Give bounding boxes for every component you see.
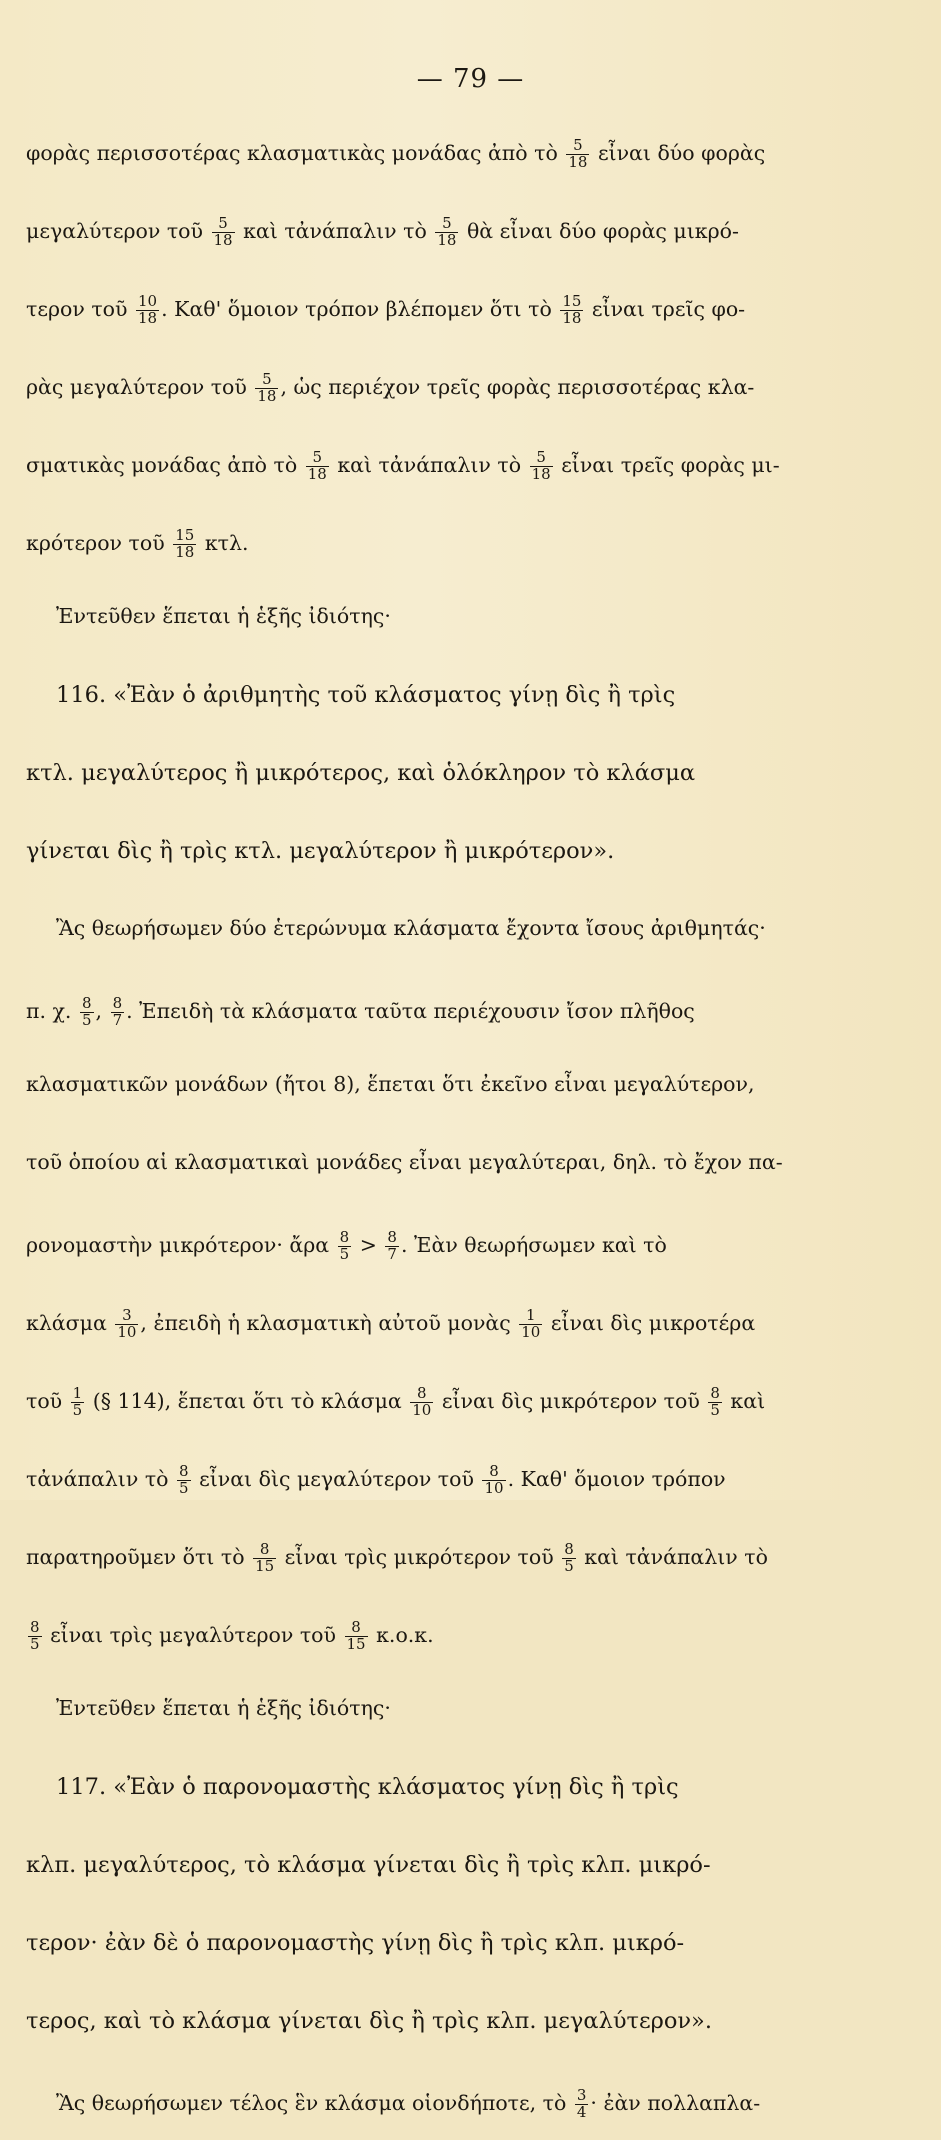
text-line bbox=[26, 970, 826, 1048]
fraction bbox=[435, 216, 458, 249]
text-line bbox=[26, 112, 826, 190]
fraction-numerator: 8 bbox=[179, 1462, 189, 1480]
text-line bbox=[26, 502, 826, 580]
fraction-denominator: 10 bbox=[117, 1322, 137, 1341]
fraction-denominator: 18 bbox=[257, 386, 277, 405]
fraction-denominator: 15 bbox=[255, 1556, 275, 1575]
text-run: κλπ. μεγαλύτερος, τὸ κλάσμα γίνεται δὶς ἢ τρὶς κλπ. μικρό- bbox=[26, 1852, 711, 1878]
text-line bbox=[26, 1048, 826, 1126]
text-line bbox=[26, 1906, 826, 1984]
text-run: τοῦ ὁποίου αἱ κλασματικαὶ μονάδες εἶναι μεγαλύτεραι, δηλ. τὸ ἔχον πα- bbox=[26, 1150, 783, 1174]
text-run: Ἂς θεωρήσωμεν τέλος ἓν κλάσμα οἱονδήποτε, τὸ bbox=[56, 2090, 573, 2115]
text-run: τερος, καὶ τὸ κλάσμα γίνεται δὶς ἢ τρὶς κλπ. μεγαλύτερον». bbox=[26, 2008, 712, 2034]
fraction bbox=[255, 372, 278, 405]
text-run: , ἐπειδὴ ἡ κλασματικὴ αὐτοῦ μονὰς bbox=[140, 1310, 518, 1335]
text-line bbox=[26, 658, 826, 736]
fraction bbox=[136, 294, 159, 327]
fraction-denominator: 5 bbox=[30, 1634, 40, 1653]
text-run: (§ 114), ἕπεται ὅτι τὸ κλάσμα bbox=[86, 1388, 409, 1413]
fraction-denominator: 18 bbox=[531, 464, 551, 483]
fraction bbox=[530, 450, 553, 483]
fraction bbox=[562, 1542, 576, 1575]
text-run: Ἐντεῦθεν ἕπεται ἡ ἑξῆς ἰδιότης· bbox=[56, 1696, 391, 1720]
text-run: εἶναι τρὶς μεγαλύτερον τοῦ bbox=[43, 1622, 343, 1647]
fraction-denominator: 4 bbox=[576, 2102, 587, 2121]
text-line bbox=[26, 1438, 826, 1516]
text-run: π. χ. bbox=[26, 998, 78, 1023]
text-line bbox=[26, 1282, 826, 1360]
fraction-denominator: 5 bbox=[339, 1244, 350, 1263]
text-run: τερον τοῦ bbox=[26, 296, 134, 321]
fraction-denominator: 10 bbox=[484, 1478, 504, 1497]
text-line bbox=[26, 1126, 826, 1204]
fraction bbox=[111, 996, 125, 1029]
text-line bbox=[26, 1984, 826, 2062]
fraction bbox=[482, 1464, 505, 1497]
body-text bbox=[26, 112, 826, 2140]
fraction bbox=[385, 1230, 399, 1263]
text-line bbox=[26, 736, 826, 814]
fraction-denominator: 10 bbox=[521, 1322, 541, 1341]
text-run: > bbox=[353, 1232, 384, 1257]
text-run: κτλ. bbox=[198, 530, 249, 555]
page-number: — 79 — bbox=[416, 64, 525, 94]
text-line bbox=[26, 1594, 826, 1672]
fraction-denominator: 18 bbox=[138, 308, 158, 327]
fraction-denominator: 5 bbox=[81, 1010, 92, 1029]
fraction-numerator: 10 bbox=[138, 292, 158, 310]
fraction-numerator: 1 bbox=[526, 1306, 536, 1324]
text-run: εἶναι τρὶς μικρότερον τοῦ bbox=[278, 1544, 561, 1569]
fraction-numerator: 3 bbox=[576, 2086, 587, 2104]
fraction-numerator: 5 bbox=[442, 214, 452, 232]
text-run: φορὰς περισσοτέρας κλασματικὰς μονάδας ἀπὸ τὸ bbox=[26, 140, 565, 165]
text-run: καὶ bbox=[723, 1388, 766, 1413]
text-run: θὰ εἶναι δύο φορὰς μικρό- bbox=[460, 218, 739, 243]
text-run: κλάσμα bbox=[26, 1310, 114, 1335]
fraction-numerator: 8 bbox=[417, 1384, 427, 1402]
text-run: εἶναι δὶς μικροτέρα bbox=[544, 1310, 756, 1335]
fraction-denominator: 18 bbox=[437, 230, 457, 249]
text-run: ρονομαστὴν μικρότερον· ἄρα bbox=[26, 1232, 336, 1257]
fraction-denominator: 18 bbox=[175, 542, 195, 561]
fraction-numerator: 3 bbox=[122, 1306, 132, 1324]
fraction bbox=[253, 1542, 276, 1575]
fraction bbox=[560, 294, 583, 327]
text-line bbox=[26, 1204, 826, 1282]
text-run: εἶναι δὶς μεγαλύτερον τοῦ bbox=[192, 1466, 481, 1491]
fraction-numerator: 8 bbox=[564, 1540, 574, 1558]
text-run: · ἐὰν πολλαπλα- bbox=[590, 2090, 761, 2115]
fraction bbox=[173, 528, 196, 561]
fraction bbox=[71, 1386, 85, 1419]
fraction-denominator: 18 bbox=[562, 308, 582, 327]
fraction bbox=[306, 450, 329, 483]
text-run: . Καθ' ὅμοιον τρόπον βλέπομεν ὅτι τὸ bbox=[161, 296, 559, 321]
fraction-numerator: 8 bbox=[112, 994, 123, 1012]
text-run: μεγαλύτερον τοῦ bbox=[26, 218, 210, 243]
text-run: καὶ τἀνάπαλιν τὸ bbox=[577, 1544, 768, 1569]
text-run: ρὰς μεγαλύτερον τοῦ bbox=[26, 374, 254, 399]
fraction bbox=[80, 996, 94, 1029]
fraction bbox=[28, 1620, 42, 1653]
fraction bbox=[410, 1386, 433, 1419]
text-run: τερον· ἐὰν δὲ ὁ παρονομαστὴς γίνῃ δὶς ἢ τρὶς κλπ. μικρό- bbox=[26, 1930, 685, 1956]
fraction-numerator: 1 bbox=[72, 1384, 83, 1402]
text-run: . Ἐὰν θεωρήσωμεν καὶ τὸ bbox=[400, 1232, 667, 1257]
text-run: . Καθ' ὅμοιον τρόπον bbox=[507, 1466, 726, 1491]
text-run: Ἐντεῦθεν ἕπεται ἡ ἑξῆς ἰδιότης· bbox=[56, 604, 391, 628]
text-run: 117. «Ἐὰν ὁ παρονομαστὴς κλάσματος γίνῃ δὶς ἢ τρὶς bbox=[56, 1774, 679, 1800]
fraction-denominator: 7 bbox=[387, 1244, 397, 1263]
text-line bbox=[26, 1750, 826, 1828]
fraction bbox=[345, 1620, 368, 1653]
text-line bbox=[26, 1672, 826, 1750]
fraction bbox=[566, 138, 589, 171]
fraction-denominator: 7 bbox=[112, 1010, 123, 1029]
fraction-numerator: 8 bbox=[30, 1618, 40, 1636]
text-run: εἶναι τρεῖς φο- bbox=[585, 296, 746, 321]
text-run: τἀνάπαλιν τὸ bbox=[26, 1466, 176, 1491]
fraction bbox=[177, 1464, 191, 1497]
fraction bbox=[212, 216, 235, 249]
fraction-denominator: 15 bbox=[346, 1634, 366, 1653]
text-run: εἶναι δύο φορὰς bbox=[591, 140, 766, 165]
text-run: . Ἐπειδὴ τὰ κλάσματα ταῦτα περιέχουσιν ἴσον πλῆθος bbox=[126, 998, 695, 1023]
fraction-numerator: 8 bbox=[351, 1618, 361, 1636]
text-run: παρατηροῦμεν ὅτι τὸ bbox=[26, 1544, 252, 1569]
text-line bbox=[26, 892, 826, 970]
fraction-numerator: 5 bbox=[312, 448, 323, 466]
text-line bbox=[26, 190, 826, 268]
text-run: εἶναι δὶς μικρότερον τοῦ bbox=[435, 1388, 707, 1413]
fraction-denominator: 5 bbox=[710, 1400, 720, 1419]
text-line bbox=[26, 814, 826, 892]
text-run: τοῦ bbox=[26, 1388, 69, 1413]
text-line bbox=[26, 424, 826, 502]
fraction-denominator: 18 bbox=[213, 230, 233, 249]
fraction-numerator: 15 bbox=[175, 526, 195, 544]
text-run: εἶναι τρεῖς φορὰς μι- bbox=[554, 452, 780, 477]
text-run: κρότερον τοῦ bbox=[26, 530, 172, 555]
fraction bbox=[115, 1308, 138, 1341]
fraction-denominator: 5 bbox=[72, 1400, 83, 1419]
text-line bbox=[26, 268, 826, 346]
text-run: σματικὰς μονάδας ἀπὸ τὸ bbox=[26, 452, 304, 477]
fraction-numerator: 5 bbox=[536, 448, 546, 466]
fraction bbox=[519, 1308, 542, 1341]
fraction-numerator: 15 bbox=[562, 292, 582, 310]
text-run: γίνεται δὶς ἢ τρὶς κτλ. μεγαλύτερον ἢ μικρότερον». bbox=[26, 838, 615, 864]
fraction-denominator: 5 bbox=[179, 1478, 189, 1497]
fraction-numerator: 8 bbox=[489, 1462, 499, 1480]
fraction-numerator: 5 bbox=[262, 370, 272, 388]
text-line bbox=[26, 1360, 826, 1438]
fraction-numerator: 8 bbox=[387, 1228, 397, 1246]
text-line bbox=[26, 1828, 826, 1906]
text-run: καὶ τἀνάπαλιν τὸ bbox=[236, 218, 434, 243]
text-run: κτλ. μεγαλύτερος ἢ μικρότερος, καὶ ὁλόκληρον τὸ κλάσμα bbox=[26, 760, 696, 786]
text-run: , bbox=[95, 998, 109, 1023]
fraction-numerator: 8 bbox=[339, 1228, 350, 1246]
fraction-numerator: 8 bbox=[710, 1384, 720, 1402]
text-run: Ἂς θεωρήσωμεν δύο ἑτερώνυμα κλάσματα ἔχοντα ἴσους ἀριθμητάς· bbox=[56, 916, 766, 940]
fraction bbox=[575, 2088, 589, 2121]
text-run: κλασματικῶν μονάδων (ἤτοι 8), ἕπεται ὅτι ἐκεῖνο εἶναι μεγαλύτερον, bbox=[26, 1072, 755, 1096]
fraction-denominator: 18 bbox=[568, 152, 588, 171]
text-run: 116. «Ἐὰν ὁ ἀριθμητὴς τοῦ κλάσματος γίνῃ δὶς ἢ τρὶς bbox=[56, 682, 676, 708]
text-run: , ὡς περιέχον τρεῖς φορὰς περισσοτέρας κλα- bbox=[280, 374, 755, 399]
fraction-numerator: 5 bbox=[573, 136, 583, 154]
text-line bbox=[26, 2062, 826, 2140]
fraction-numerator: 8 bbox=[81, 994, 92, 1012]
fraction bbox=[708, 1386, 722, 1419]
text-line bbox=[26, 346, 826, 424]
fraction-denominator: 10 bbox=[412, 1400, 432, 1419]
fraction-denominator: 18 bbox=[307, 464, 327, 483]
text-run: κ.ο.κ. bbox=[369, 1622, 434, 1647]
fraction-numerator: 8 bbox=[259, 1540, 270, 1558]
text-line bbox=[26, 1516, 826, 1594]
text-run: καὶ τἀνάπαλιν τὸ bbox=[330, 452, 528, 477]
fraction-numerator: 5 bbox=[218, 214, 228, 232]
text-line bbox=[26, 580, 826, 658]
fraction bbox=[338, 1230, 352, 1263]
fraction-denominator: 5 bbox=[564, 1556, 574, 1575]
